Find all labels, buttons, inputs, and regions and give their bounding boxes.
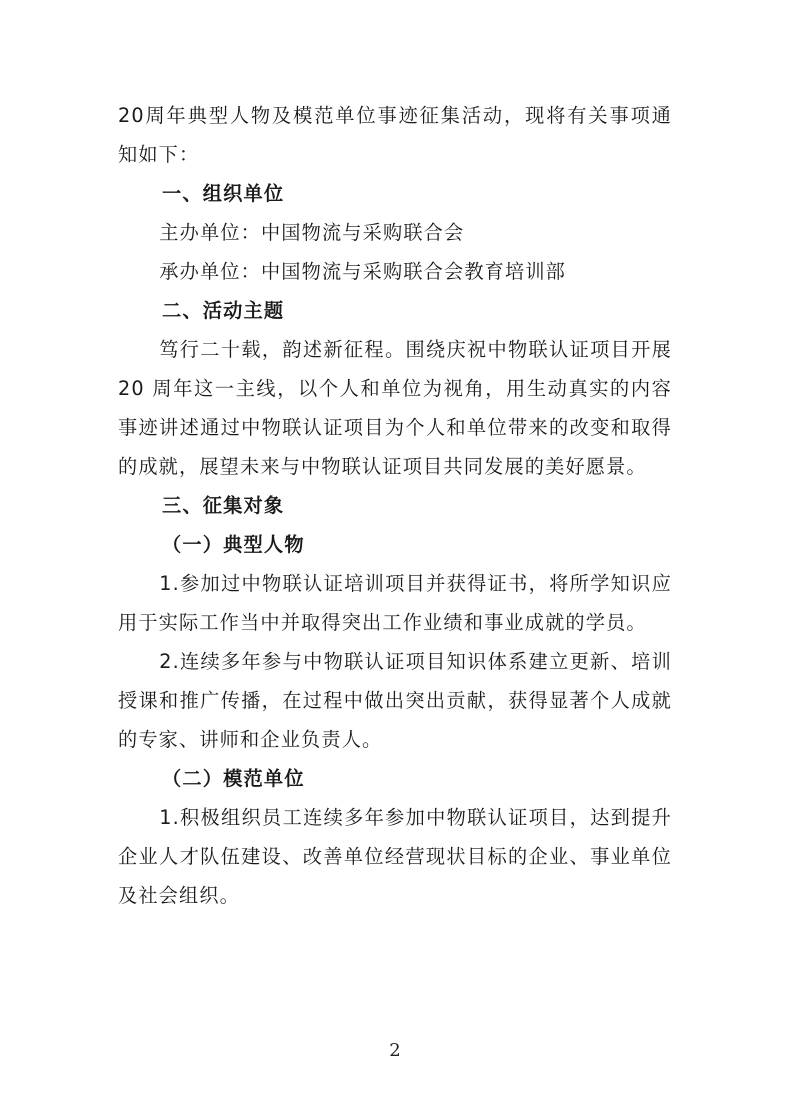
subsection-heading-typical-persons: （一）典型人物 [162, 533, 305, 556]
typical-person-item-2: 2.连续多年参与中物联认证项目知识体系建立更新、培训授课和推广传播，在过程中做出突出贡献，获得显著个人成就的专家、讲师和企业负责人。 [118, 650, 672, 751]
section-heading-targets: 三、征集对象 [162, 494, 285, 517]
document-body [118, 96, 672, 915]
host-unit-line: 主办单位：中国物流与采购联合会 [159, 221, 465, 244]
subsection-heading-model-units: （二）模范单位 [162, 767, 305, 790]
typical-person-item-1: 1.参加过中物联认证培训项目并获得证书，将所学知识应用于实际工作当中并取得突出工作业绩和事业成就的学员。 [118, 572, 672, 634]
section-heading-organizers: 一、组织单位 [162, 182, 285, 205]
organizer-unit-line: 承办单位：中国物流与采购联合会教育培训部 [159, 260, 567, 283]
intro-paragraph: 20周年典型人物及模范单位事迹征集活动，现将有关事项通知如下： [118, 104, 672, 166]
section-heading-theme: 二、活动主题 [162, 299, 285, 322]
model-unit-item-1: 1.积极组织员工连续多年参加中物联认证项目，达到提升企业人才队伍建设、改善单位经营现状目标的企业、事业单位及社会组织。 [118, 806, 672, 907]
theme-paragraph: 笃行二十载，韵述新征程。围绕庆祝中物联认证项目开展 20 周年这一主线，以个人和单位为视角，用生动真实的内容事迹讲述通过中物联认证项目为个人和单位带来的改变和取得的成就，展望未来与中物联认证项目共同发展的美好愿景。 [118, 338, 672, 478]
page-number: 2 [389, 1040, 401, 1061]
